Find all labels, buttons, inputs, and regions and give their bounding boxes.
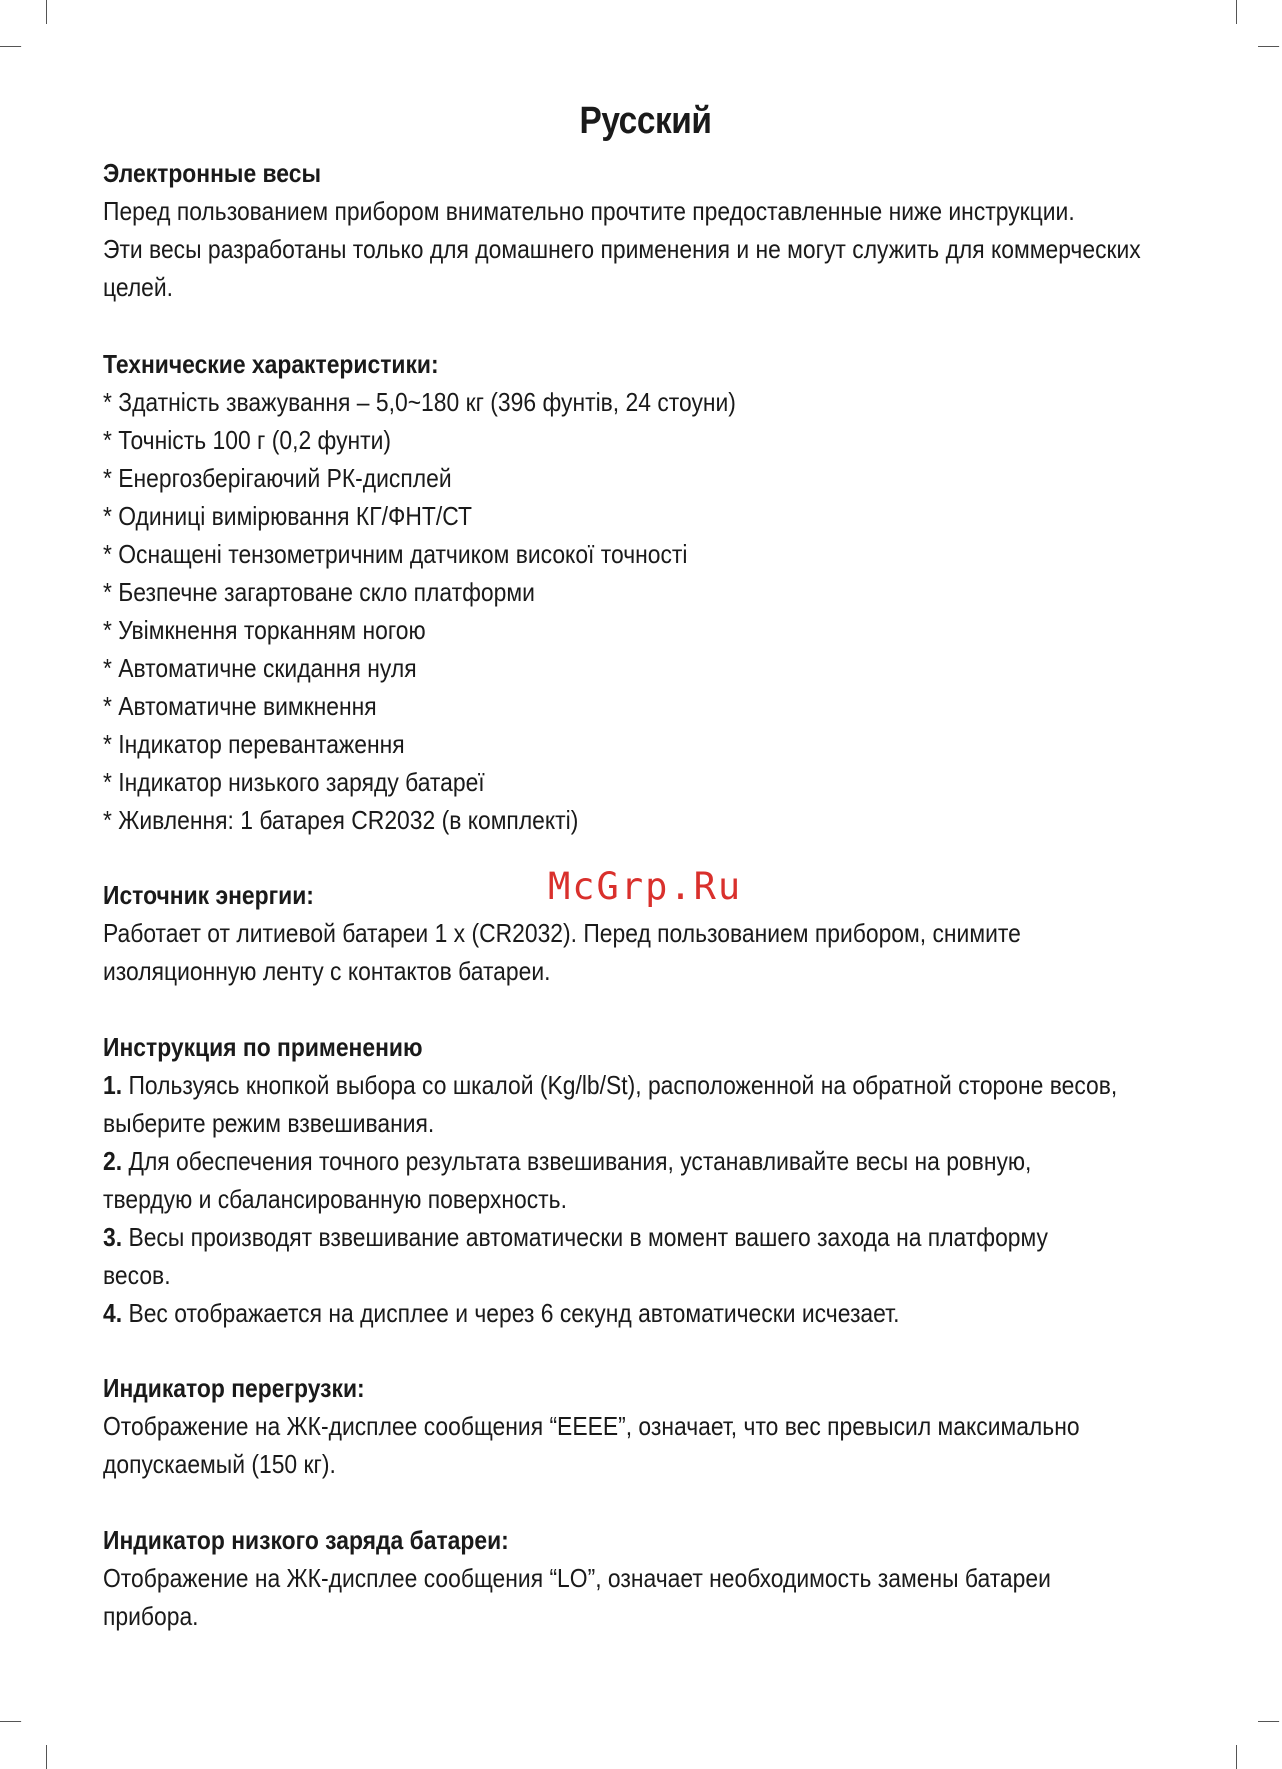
instruction-step	[103, 1066, 1118, 1104]
instructions-heading: Инструкция по применению	[103, 1032, 423, 1062]
crop-mark	[1258, 1721, 1279, 1722]
low-battery-section	[103, 1521, 1188, 1635]
low-battery-line: прибора.	[103, 1601, 199, 1631]
step-number: 2.	[103, 1146, 123, 1176]
spec-item: * Автоматичне скидання нуля	[103, 653, 417, 683]
spec-item: * Безпечне загартоване скло платформи	[103, 577, 535, 607]
intro-section	[103, 154, 1188, 306]
instructions-section	[103, 1028, 1188, 1332]
step-text: твердую и сбалансированную поверхность.	[103, 1184, 567, 1214]
crop-mark	[0, 46, 21, 47]
spec-item: * Оснащені тензометричним датчиком високої точності	[103, 539, 688, 569]
power-line: Работает от литиевой батареи 1 x (CR2032). Перед пользованием прибором, снимите	[103, 918, 1021, 948]
crop-mark	[1236, 1745, 1237, 1769]
spec-item: * Увімкнення торканням ногою	[103, 615, 426, 645]
spec-item: * Індикатор перевантаження	[103, 729, 405, 759]
specs-heading: Технические характеристики:	[103, 349, 439, 379]
spec-item: * Автоматичне вимкнення	[103, 691, 377, 721]
step-number: 1.	[103, 1070, 123, 1100]
step-text: Вес отображается на дисплее и через 6 секунд автоматически исчезает.	[128, 1298, 900, 1328]
crop-mark	[46, 0, 47, 24]
spec-item: * Індикатор низького заряду батареї	[103, 767, 485, 797]
overload-line: допускаемый (150 кг).	[103, 1449, 336, 1479]
low-battery-line: Отображение на ЖК-дисплее сообщения “LO”, означает необходимость замены батареи	[103, 1563, 1051, 1593]
overload-section	[103, 1369, 1188, 1483]
crop-mark	[0, 1721, 21, 1722]
step-number: 4.	[103, 1298, 123, 1328]
step-text: Пользуясь кнопкой выбора со шкалой (Kg/lb/St), расположенной на обратной стороне весов,	[128, 1070, 1118, 1100]
overload-heading: Индикатор перегрузки:	[103, 1373, 365, 1403]
intro-line: Перед пользованием прибором внимательно прочтите предоставленные ниже инструкции.	[103, 196, 1075, 226]
power-heading: Источник энергии:	[103, 880, 314, 910]
spec-item: * Здатність зважування – 5,0~180 кг (396 фунтів, 24 стоуни)	[103, 387, 736, 417]
spec-item: * Живлення: 1 батарея CR2032 (в комплекті)	[103, 805, 579, 835]
instruction-step	[103, 1218, 1058, 1256]
crop-mark	[46, 1745, 47, 1769]
overload-line: Отображение на ЖК-дисплее сообщения “EEEE”, означает, что вес превысил максимально	[103, 1411, 1080, 1441]
intro-line: целей.	[103, 272, 174, 302]
specs-section	[103, 345, 1188, 839]
step-text: Весы производят взвешивание автоматически в момент вашего захода на платформу	[128, 1222, 1048, 1252]
spec-item: * Точність 100 г (0,2 фунти)	[103, 425, 392, 455]
page-title: Русский	[579, 100, 712, 142]
crop-mark	[1258, 46, 1279, 47]
step-text: выберите режим взвешивания.	[103, 1108, 435, 1138]
intro-line: Эти весы разработаны только для домашнего применения и не могут служить для коммерческих	[103, 234, 1141, 264]
spec-item: * Енергозберігаючий РК-дисплей	[103, 463, 452, 493]
spec-item: * Одиниці вимірювання КГ/ФНТ/СТ	[103, 501, 472, 531]
step-text: весов.	[103, 1260, 171, 1290]
intro-heading: Электронные весы	[103, 158, 321, 188]
step-text: Для обеспечения точного результата взвешивания, устанавливайте весы на ровную,	[128, 1146, 1032, 1176]
crop-mark	[1236, 0, 1237, 24]
step-number: 3.	[103, 1222, 123, 1252]
watermark: McGrp.Ru	[548, 865, 743, 908]
low-battery-heading: Индикатор низкого заряда батареи:	[103, 1525, 509, 1555]
instruction-step	[103, 1142, 1058, 1180]
instruction-step	[103, 1294, 1058, 1332]
power-line: изоляционную ленту с контактов батареи.	[103, 956, 551, 986]
